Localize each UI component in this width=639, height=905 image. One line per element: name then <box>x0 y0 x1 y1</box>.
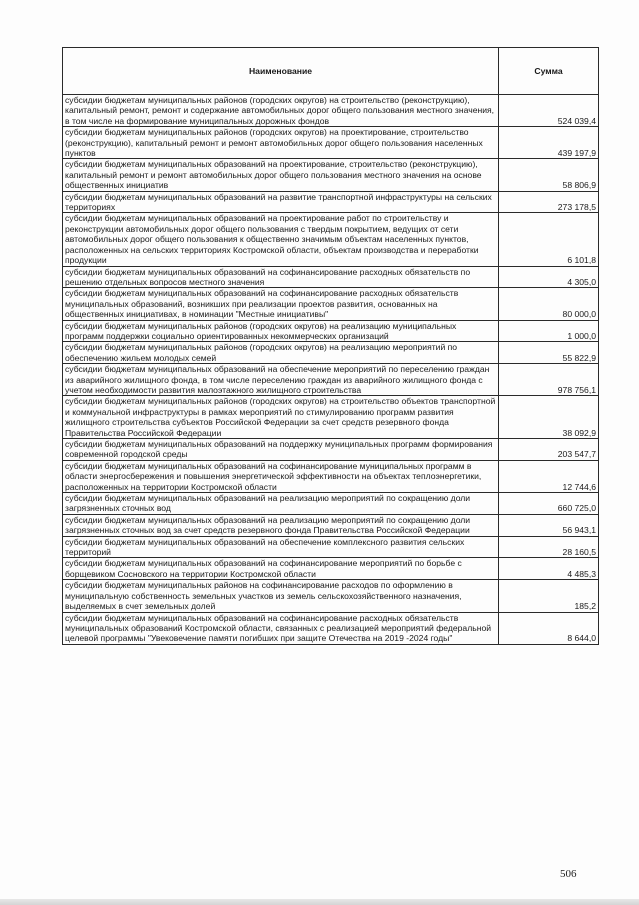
row-sum: 185,2 <box>499 580 599 612</box>
row-name: субсидии бюджетам муниципальных образований на поддержку муниципальных программ формирования современной городской среды <box>63 439 499 461</box>
row-name: субсидии бюджетам муниципальных образований на обеспечение мероприятий по переселению граждан из аварийного жилищного фонда, в том числе переселению граждан из аварийного жилищного фонда с учетом необходимости развития малоэтажного жилищного строительства <box>63 364 499 396</box>
table-header-row <box>63 48 599 95</box>
scan-edge <box>0 899 639 905</box>
table-row <box>63 320 599 342</box>
row-sum: 978 756,1 <box>499 364 599 396</box>
table-row <box>63 580 599 612</box>
row-sum: 524 039,4 <box>499 95 599 127</box>
row-sum: 12 744,6 <box>499 460 599 492</box>
row-name: субсидии бюджетам муниципальных образований на софинансирование расходных обязательств муниципальных образований, возникших при реализации проектов развития, основанных на общественных инициативах, в номинации "Местные инициативы" <box>63 288 499 320</box>
row-name: субсидии бюджетам муниципальных образований на реализацию мероприятий по сокращению доли загрязненных сточных вод <box>63 493 499 515</box>
row-sum: 4 305,0 <box>499 266 599 288</box>
table-row <box>63 364 599 396</box>
row-sum: 58 806,9 <box>499 159 599 191</box>
table-row <box>63 266 599 288</box>
table-row <box>63 191 599 213</box>
table-row <box>63 536 599 558</box>
row-sum: 203 547,7 <box>499 439 599 461</box>
row-name: субсидии бюджетам муниципальных образований на развитие транспортной инфраструктуры на сельских территориях <box>63 191 499 213</box>
row-sum: 1 000,0 <box>499 320 599 342</box>
row-name: субсидии бюджетам муниципальных образований на проектирование, строительство (реконструкцию), капитальный ремонт и ремонт автомобильных дорог общего пользования местного значения на основе общественных инициатив <box>63 159 499 191</box>
row-name: субсидии бюджетам муниципальных образований на обеспечение комплексного развития сельских территорий <box>63 536 499 558</box>
table-row <box>63 213 599 266</box>
budget-table <box>62 47 599 645</box>
table-row <box>63 612 599 644</box>
table-row <box>63 95 599 127</box>
table-row <box>63 514 599 536</box>
row-name: субсидии бюджетам муниципальных районов (городских округов) на строительство (реконструкцию), капитальный ремонт, ремонт и содержание автомобильных дорог общего пользования местного значения, в том числе на формирование муниципальных дорожных фондов <box>63 95 499 127</box>
row-sum: 55 822,9 <box>499 342 599 364</box>
row-name: субсидии бюджетам муниципальных образований на софинансирование расходных обязательств муниципальных образований Костромской области, связанных с реализацией мероприятий федеральной целевой программы "Увековечение памяти погибших при защите Отечества на 2019 -2024 годы" <box>63 612 499 644</box>
table-row <box>63 460 599 492</box>
row-name: субсидии бюджетам муниципальных образований на софинансирование расходных обязательств по решению отдельных вопросов местного значения <box>63 266 499 288</box>
table-row <box>63 439 599 461</box>
table-row <box>63 342 599 364</box>
row-sum: 439 197,9 <box>499 127 599 159</box>
row-sum: 80 000,0 <box>499 288 599 320</box>
row-sum: 38 092,9 <box>499 396 599 439</box>
table-row <box>63 288 599 320</box>
row-name: субсидии бюджетам муниципальных районов (городских округов) на реализацию мероприятий по обеспечению жильем молодых семей <box>63 342 499 364</box>
row-name: субсидии бюджетам муниципальных районов (городских округов) на строительство объектов транспортной и коммунальной инфраструктуры в рамках мероприятий по стимулированию программ развития жилищного строительства субъектов Российской Федерации за счет средств резервного фонда Правительства Российской Федерации <box>63 396 499 439</box>
row-sum: 8 644,0 <box>499 612 599 644</box>
row-sum: 273 178,5 <box>499 191 599 213</box>
row-sum: 56 943,1 <box>499 514 599 536</box>
row-name: субсидии бюджетам муниципальных образований на реализацию мероприятий по сокращению доли загрязненных сточных вод за счет средств резервного фонда Правительства Российской Федерации <box>63 514 499 536</box>
row-name: субсидии бюджетам муниципальных образований на софинансирование муниципальных программ в области энергосбережения и повышения энергетической эффективности на объектах теплоэнергетики, расположенных на территории Костромской области <box>63 460 499 492</box>
table-row <box>63 558 599 580</box>
table-row <box>63 493 599 515</box>
header-sum: Сумма <box>499 48 599 95</box>
table-row <box>63 159 599 191</box>
row-name: субсидии бюджетам муниципальных образований на софинансирование мероприятий по борьбе с борщевиком Сосновского на территории Костромской области <box>63 558 499 580</box>
row-sum: 4 485,3 <box>499 558 599 580</box>
table-row <box>63 127 599 159</box>
header-name: Наименование <box>63 48 499 95</box>
row-name: субсидии бюджетам муниципальных образований на проектирование работ по строительству и реконструкции автомобильных дорог общего пользования с твердым покрытием, ведущих от сети автомобильных дорог общего пользования к общественно значимым объектам населенных пунктов, расположенных на сельских территориях Костромской области, объектам производства и переработки продукции <box>63 213 499 266</box>
table-row <box>63 396 599 439</box>
row-sum: 660 725,0 <box>499 493 599 515</box>
row-name: субсидии бюджетам муниципальных районов (городских округов) на проектирование, строительство (реконструкцию), капитальный ремонт и ремонт автомобильных дорог общего пользования населенных пунктов <box>63 127 499 159</box>
page-number: 506 <box>560 868 577 880</box>
row-name: субсидии бюджетам муниципальных районов (городских округов) на реализацию муниципальных программ поддержки социально ориентированных некоммерческих организаций <box>63 320 499 342</box>
row-sum: 6 101,8 <box>499 213 599 266</box>
row-name: субсидии бюджетам муниципальных районов на софинансирование расходов по оформлению в муниципальную собственность земельных участков из земель сельскохозяйственного назначения, выделяемых в счет земельных долей <box>63 580 499 612</box>
row-sum: 28 160,5 <box>499 536 599 558</box>
